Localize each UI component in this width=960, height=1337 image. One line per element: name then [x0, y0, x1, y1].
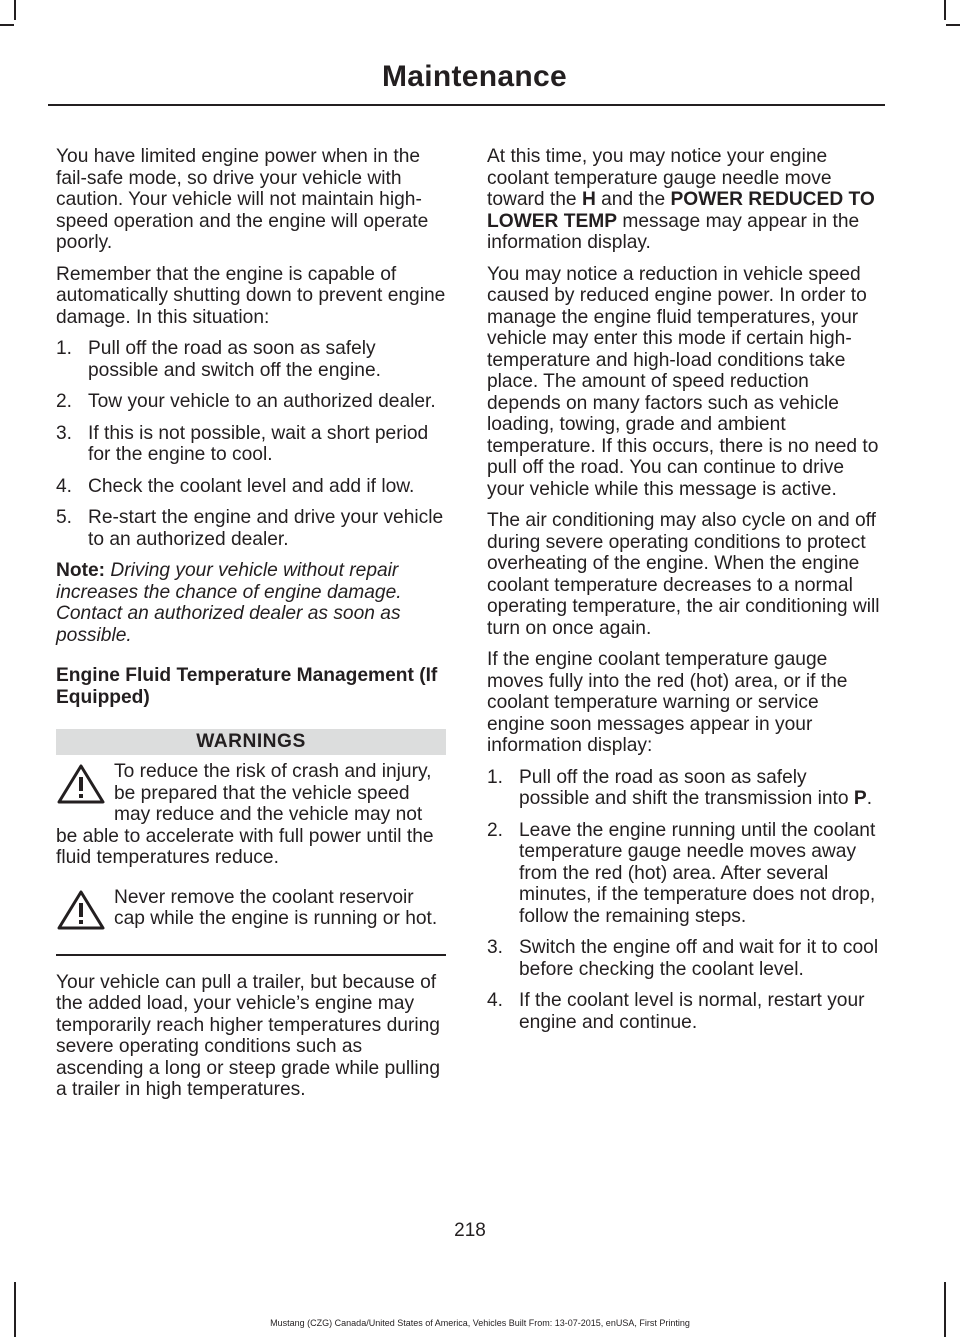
list-item: [56, 423, 446, 466]
warning-text: Never remove the coolant reservoir cap while the engine is running or hot.: [114, 886, 438, 929]
paragraph: The air conditioning may also cycle on and off during severe operating conditions to protect overheating of the engine. When the engine coolant temperature decreases to a normal operating temperature, the air conditioning will turn on once again.: [487, 510, 880, 639]
step-number: 3.: [487, 937, 504, 958]
list-item: [487, 820, 880, 928]
paragraph: You may notice a reduction in vehicle speed caused by reduced engine power. In order to manage the engine fluid temperatures, your vehicle may enter this mode if certain high-temperature and high-load conditions take place. The amount of speed reduction depends on many factors such as vehicle loading, towing, grade and ambient temperature. If this occurs, there is no need to pull off the road. You can continue to drive your vehicle while this message is active.: [487, 263, 879, 500]
paragraph: If the engine coolant temperature gauge moves fully into the red (hot) area, or if the coolant temperature warning or service engine soon messages appear in your information display:: [487, 649, 848, 756]
display-message: POWER REDUCED TO LOWER TEMP: [487, 189, 875, 232]
step-number: 1.: [487, 766, 504, 788]
text-run: .: [866, 788, 873, 809]
warning-triangle-icon: [56, 889, 106, 931]
warning-item: [56, 887, 446, 930]
warning-text: To reduce the risk of crash and injury, be prepared that the vehicle speed may reduce and the vehicle may not be able to accelerate with full power until the fluid temperatures reduce.: [56, 761, 434, 868]
warning-triangle-icon: [56, 763, 106, 805]
list-item: [487, 990, 880, 1033]
paragraph: You have limited engine power when in the fail-safe mode, so drive your vehicle with caution. Your vehicle will not maintain high-speed operation and the engine will operate poorly.: [56, 146, 429, 253]
gear-letter: P: [853, 788, 867, 809]
step-text: Pull off the road as soon as safely possible and switch off the engine.: [88, 338, 381, 381]
note-text: Driving your vehicle without repair increases the chance of engine damage. Contact an authorized dealer as soon as possible.: [56, 560, 402, 646]
step-number: 4.: [487, 990, 504, 1011]
left-column: [56, 146, 446, 1111]
page-title: Maintenance: [381, 60, 567, 93]
warning-item: [56, 761, 446, 869]
paragraph: Your vehicle can pull a trailer, but because of the added load, your vehicle’s engine may temporarily reach higher temperatures during severe operating conditions such as ascending a long or steep grade while pulling a trailer in high temperatures.: [56, 971, 441, 1100]
paragraph: Remember that the engine is capable of automatically shutting down to prevent engine damage. In this situation:: [56, 263, 446, 328]
crop-mark: [944, 0, 946, 20]
text-run: At this time, you may notice your engine coolant temperature gauge needle move toward the: [487, 146, 832, 210]
step-number: 2.: [56, 391, 73, 412]
crop-mark: [946, 24, 960, 26]
step-list: [56, 338, 446, 550]
crop-mark: [944, 1282, 946, 1337]
step-text: Tow your vehicle to an authorized dealer.: [88, 391, 436, 412]
crop-mark: [0, 24, 14, 26]
gauge-letter: H: [581, 189, 596, 210]
page-number: 218: [454, 1220, 486, 1241]
warnings-rule: [56, 954, 446, 956]
list-item: [487, 937, 880, 980]
list-item: [487, 767, 880, 810]
step-text: Pull off the road as soon as safely possible and shift the transmission into: [519, 766, 854, 809]
list-item: [56, 476, 446, 498]
step-number: 3.: [56, 422, 73, 444]
step-number: 5.: [56, 507, 73, 528]
list-item: [56, 338, 446, 381]
step-text: Re-start the engine and drive your vehicle to an authorized dealer.: [88, 507, 444, 550]
note-label: Note:: [56, 560, 106, 581]
text-run: and the: [595, 189, 671, 210]
crop-mark: [14, 0, 16, 20]
text-run: message may appear in the information display.: [487, 210, 860, 253]
step-number: 2.: [487, 819, 504, 841]
step-text: If the coolant level is normal, restart your engine and continue.: [519, 990, 865, 1033]
note: [56, 560, 446, 646]
paragraph: [487, 146, 880, 254]
step-text: If this is not possible, wait a short period for the engine to cool.: [88, 422, 429, 465]
section-heading: Engine Fluid Temperature Management (If Equipped): [56, 665, 438, 708]
step-text: Check the coolant level and add if low.: [88, 475, 415, 497]
list-item: [56, 391, 446, 413]
step-number: 1.: [56, 338, 73, 359]
warnings-title: WARNINGS: [56, 729, 446, 755]
step-text: Leave the engine running until the coolant temperature gauge needle moves away from the red (hot) area. After several minutes, if the temperature does not drop, follow the remaining steps.: [519, 819, 876, 927]
step-text: Switch the engine off and wait for it to cool before checking the coolant level.: [519, 937, 879, 980]
crop-mark: [14, 1282, 16, 1337]
step-number: 4.: [56, 475, 73, 497]
footer-text: Mustang (CZG) Canada/United States of America, Vehicles Built From: 13-07-2015, enUSA, First Printing: [270, 1318, 690, 1328]
list-item: [56, 507, 446, 550]
right-column: [487, 146, 880, 1043]
header-rule: [48, 104, 885, 106]
step-list: [487, 767, 880, 1034]
